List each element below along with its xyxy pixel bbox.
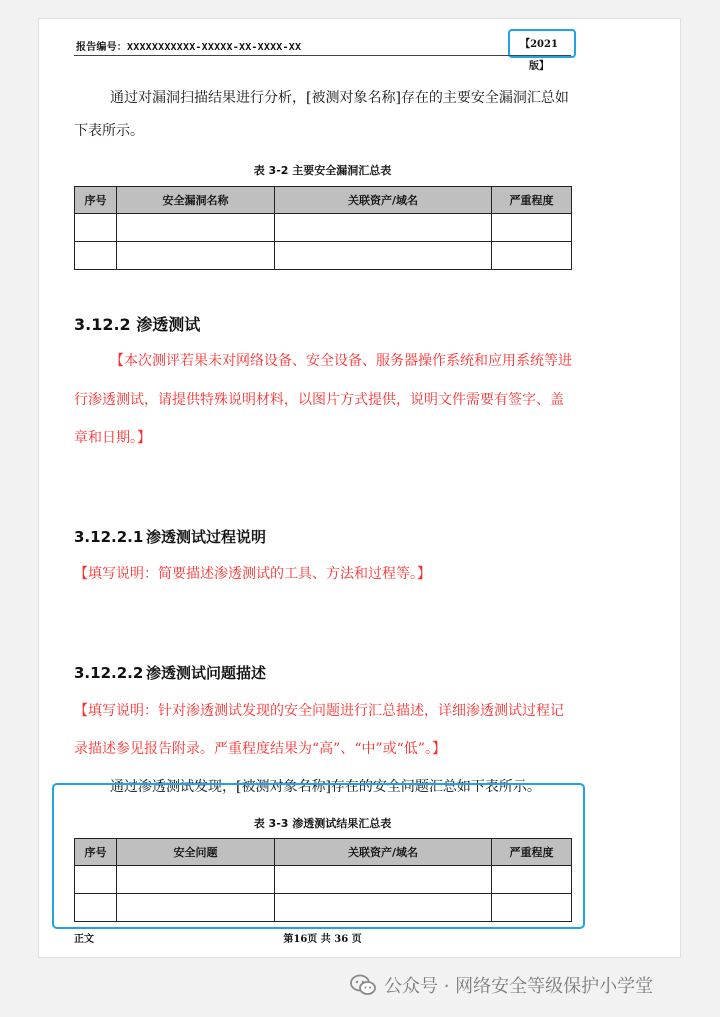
table-cell	[275, 242, 492, 270]
table-cell	[117, 866, 275, 894]
table-row	[75, 866, 572, 894]
subsection-number: 3.12.2.1	[74, 528, 144, 546]
col-header-index: 序号	[75, 187, 117, 214]
subsection-number: 3.12.2.2	[74, 664, 144, 682]
col-header-severity: 严重程度	[492, 839, 572, 866]
table-row	[75, 242, 572, 270]
report-number: 报告编号：XXXXXXXXXXX-XXXXX-XX-XXXX-XX	[76, 42, 302, 53]
table-cell	[492, 866, 572, 894]
table-cell	[275, 214, 492, 242]
footer-page-number: 第16页 共 36 页	[283, 934, 362, 945]
section-heading-penetration-test: 3.12.2 渗透测试	[74, 315, 201, 334]
table-cell	[117, 242, 275, 270]
table-3-3-title: 表 3-3 渗透测试结果汇总表	[253, 817, 392, 830]
col-header-severity: 严重程度	[492, 187, 572, 214]
col-header-asset: 关联资产/域名	[275, 839, 492, 866]
table-row	[75, 894, 572, 922]
table-cell	[117, 894, 275, 922]
table-cell	[75, 214, 117, 242]
subsection-title: 渗透测试问题描述	[146, 664, 267, 682]
wechat-icon	[350, 974, 376, 996]
table-header-row	[75, 187, 572, 214]
col-header-index: 序号	[75, 839, 117, 866]
watermark	[350, 972, 653, 998]
table-cell	[275, 894, 492, 922]
section-note-line-2: 行渗透测试，请提供特殊说明材料，以图片方式提供，说明文件需要有签字、盖	[74, 392, 564, 408]
subsection-issues-note-line-2: 录描述参见报告附录。严重程度结果为“高”、“中”或“低”。】	[74, 741, 446, 757]
subsection-heading-issues	[74, 662, 266, 683]
section-note-line-3: 章和日期。】	[74, 430, 151, 446]
table-cell	[492, 894, 572, 922]
table-row	[75, 214, 572, 242]
table-3-2-title: 表 3-2 主要安全漏洞汇总表	[253, 164, 392, 177]
table-cell	[492, 214, 572, 242]
table-header-row	[75, 839, 572, 866]
footer-section-label: 正文	[74, 934, 94, 945]
subsection-issues-note-line-1: 【填写说明：针对渗透测试发现的安全问题进行汇总描述，详细渗透测试过程记	[74, 703, 564, 719]
vulnerability-summary-table	[74, 186, 572, 270]
table-cell	[75, 866, 117, 894]
subsection-title: 渗透测试过程说明	[146, 528, 267, 546]
report-version: 【2021 版】	[520, 39, 558, 72]
subsection-issues-paragraph: 通过渗透测试发现，[被测对象名称]存在的安全问题汇总如下表所示。	[110, 779, 541, 795]
intro-paragraph-line-1: 通过对漏洞扫描结果进行分析，[被测对象名称]存在的主要安全漏洞汇总如	[110, 90, 569, 106]
col-header-vuln-name: 安全漏洞名称	[117, 187, 275, 214]
table-cell	[75, 894, 117, 922]
table-cell	[492, 242, 572, 270]
penetration-result-table	[74, 838, 572, 922]
subsection-process-note: 【填写说明：简要描述渗透测试的工具、方法和过程等。】	[74, 566, 431, 582]
intro-paragraph-line-2: 下表所示。	[74, 123, 144, 139]
watermark-text: 公众号 · 网络安全等级保护小学堂	[384, 976, 654, 997]
col-header-issue: 安全问题	[117, 839, 275, 866]
table-cell	[117, 214, 275, 242]
header-divider	[74, 55, 571, 56]
col-header-asset: 关联资产/域名	[275, 187, 492, 214]
subsection-heading-process	[74, 526, 266, 547]
table-cell	[275, 866, 492, 894]
table-cell	[75, 242, 117, 270]
section-note-line-1: 【本次测评若果未对网络设备、安全设备、服务器操作系统和应用系统等进	[110, 353, 572, 369]
